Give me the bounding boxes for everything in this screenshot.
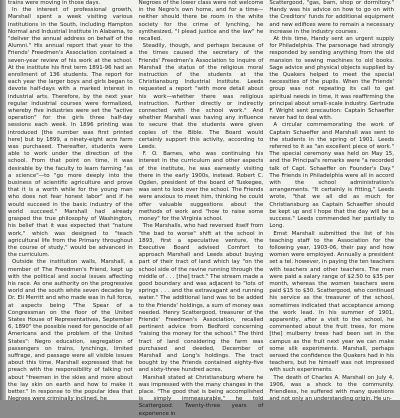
paragraph: Scattergood, "gas, barn, shop or dormitory." Handy was his advice on how to go on with the Creditors' funds for additional equipment and new edifices were to remain a necessary increase in the industry courses. — [269, 0, 394, 35]
page-binding-edge — [0, 0, 6, 400]
text-column-2 — [139, 0, 264, 418]
paragraph: The death of Charles A. Marshall on July 4, 1906, was a shock to the community. Friendless, he suffered with many questions and not only an understanding origin. He un- — [269, 374, 394, 403]
text-column-3 — [269, 0, 394, 418]
paragraph: In the interest of professional growth, Marshall spent a week visiting various institutions in the South, including Hampton Normal and Industrial Institute in Alabama, to "deliver the annual address on behalf of the Alumni." His annual report that year to the Friends' Freedmen's Association contained a seven-year review of his work at the school. At the institute his first term 1891-96 had an enrollment of 136 students. The report for each year the larger boys and girls began to devote half-days with a marked interest in industrial arts. Therefore, by the next year regular industrial courses were formalized, whereby five industries were set the "active operation" for the girls three half-day sessions each week. In 1896 printing was introduced [the number was first printed here] but by 1899, a ninety-eight acre farm was purchased. Thereafter, students were able to work under the direction of the school. From that point on time, it was desirable by the faculty to learn farming "as a science"—to "go more deeply into the business of scientific agriculture and prove that it is a worth while for the young man who does not fear honest labor" and if he would succeed in the basic industry of the world succeed." Marshall had already grasped the true philosophy of Washington, his belief that it was expected that "nature work," which was designed to "teach agricultural life from the Primary throughout the course of study," would be advanced in the curriculum. — [8, 7, 133, 259]
text-column-1 — [8, 0, 133, 418]
text-columns — [8, 0, 394, 417]
paragraph: A circular commemorating the work of Captain Schaeffer and Marshall was sent to the students in the spring of 1901. Leeds referred to it as "an excellent piece of work." The special ceremony was held on May 15, and the Principal's remarks were "a recorded talk of Capt. Schaeffer on Founder's Day." The Friends in Philadelphia were all in accord with the school administration's arrangements. "It certainly is fitting," Leeds wrote, "that we all did as much for Christiansburg as Captain Schaeffer should be kept up and I hope that the day will be a success." Leeds commended her partially to Long. — [269, 122, 394, 230]
paragraph: Marshall stated at Christiansburg where he was impressed with the many changes in the place. "The good that is being accomplished is simply immeasurable," he told Scattergood. Twenty-three years of experience in — [138, 374, 264, 417]
paragraph: trains were moving in those days. — [8, 0, 101, 6]
paragraph: At this time, Handy sent an urgent supply for Philadelphia. The parsonage had strongly responded by sending anything from the old mansion to sewing machines to old books. Sage advice and physical objects supplied by the Quakers helped to meet the special necessities of the pupils. When the Friends' group was not repeating its call to get spiritual needs in time, it was reaffirming the principal about small-scale industry. Gertrude F. Wright sent precaution: Captain Schaeffer never had to deal with. — [269, 36, 394, 122]
paragraph: The Marshalls, who had reversed itself from "the bad to worse" shift at the school in 1893, first a speculative venture, the Executive Board advised Comfort to approach Marshall and Leeds about buying part of their tract of land which lay "on the school side of the ravine running through the middle of . . . [the] tract." The stream made a good boundary and was adjacent to "lots of springs . . . and the extravagant and running water." The additional land was to be added to the Friends' holdings, a sum of money was needed. Henry Scattergood, treasurer of the Friends' Freedmen's Association, recalled pertinent advice from Bedford concerning "raising the money for the school." The third tract of land considering the farm was purchased and deeded, December of Marshall and Long's holdings. The tract bought by the Friends contained eighty-five and sixty-three hundred acres. — [138, 223, 264, 374]
paragraph: Outside the institution walls, Marshall, a member of The Freedmen's Friend, kept up with the political and social issues affecting his race. As one authority on the progressive world and the south white seven decades by Dr. Eli Merritt and who made was in full force, at aspects being "The Spear of a Congressman on the floor of the United States House of Representatives, September 6, 1890" the possible need for genocide of all Americans and the problem of the United States": Negro education, segregation of passengers on trains, lynchings, limited suffrage, and passage were all visible issues about this time. Marshall expressed that he preach with the responsibility of talking not about "freemen in the skies and more about the lay skin on earth and how to make it better." In response to the popular idea that Negroes were criminally inclined, he — [8, 259, 133, 403]
paragraph: Steadily, though, and perhaps because of the times caused the secretary of the Friends' Freedmen's Association to inquire of Marshall the status of the religious moral instruction of the students at the Christiansburg Industrial Institute. Leeds requested a report "with more detail about his work—whether there was religious instruction. Further directly or indirectly connected with the school work." And whether Marshall was having any influence to secure that the students were given copies of the Bible. The Board would certainly support this activity, according to Leeds. — [138, 43, 264, 151]
paragraph: F. O. Barnes, who was continuing his interest in the curriculum and other aspects of the institute, he was earnestly visiting there in the early 1900s, instead. Robert C. Ogden, president of the board of Tuskegee, was sent to look over the school. The Friends were anxious to meet him, thinking he could offer valuable suggestions about the methods of work and "how to raise some money" for the Virginia school. — [138, 151, 264, 223]
paragraph: Negroes of the lower class were not welcome in the Negro's own home, and for a time—neither should there be room in the white society for the crime of lynching, he synthesized, "I plead justice and the law" he recalled. — [138, 0, 264, 43]
paragraph: Ernst Marshall submitted the list of his teaching staff to the Association for the following year, 1903-06, their pay and how women were employed. Annually a president set a tel. however, in paying the ten teachers with teachers and other teachers. The men were paid a salary range of $2.50 to $35 per month, whereas the women teachers were paid $15 to $30. Scattergood, who continued his service as the treasurer of the school, sometimes indicated that acceptance among the work lead. In his summer of 1901, apparently, after a visit to the school, he commented about the fruit trees, for more [the] mulberry trees had been set in the campus as the fruit next year we can make some silk experiments. Marshall, perhaps sensed the confidence the Quakers had in his teachers, but he himself was not impressed with such experiments. — [269, 230, 394, 374]
